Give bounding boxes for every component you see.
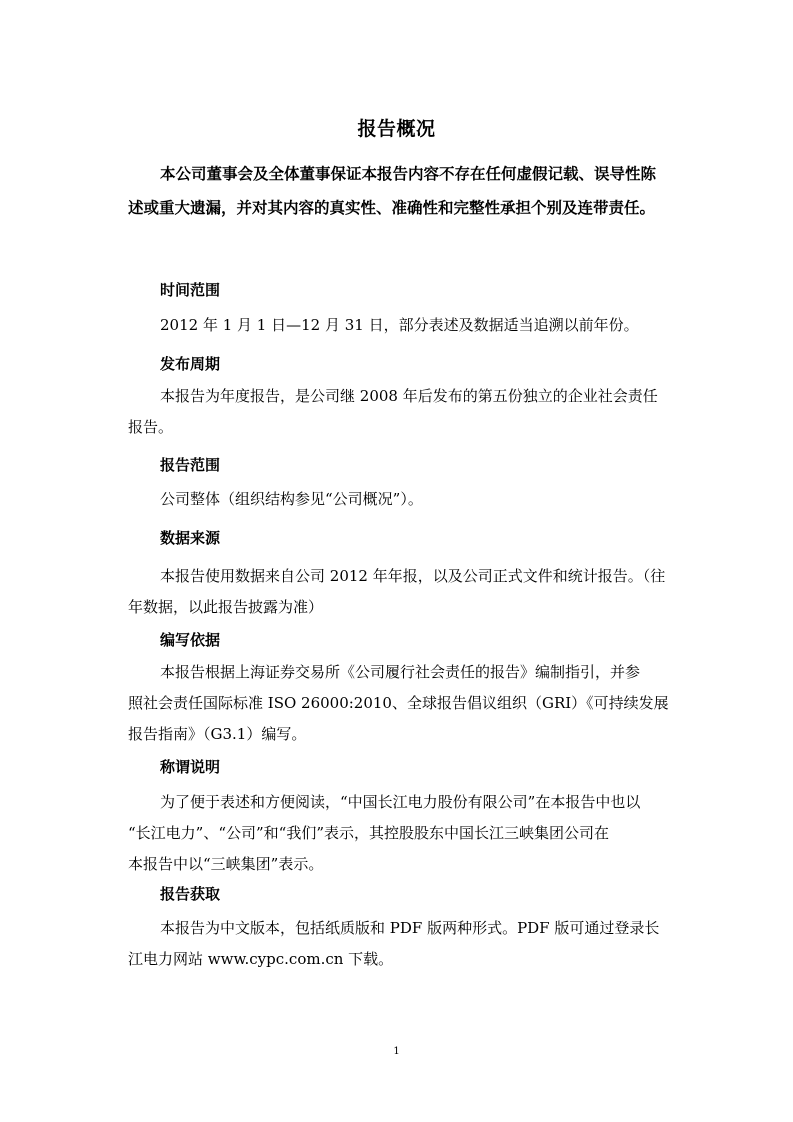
body-line: 为了便于表述和方便阅读，“中国长江电力股份有限公司”在本报告中也以 bbox=[160, 793, 641, 811]
section-heading-terminology: 称谓说明 bbox=[160, 758, 221, 776]
section-body-data-source bbox=[128, 561, 676, 623]
page-title: 报告概况 bbox=[357, 118, 436, 140]
section-heading-release-cycle: 发布周期 bbox=[160, 355, 221, 373]
body-line: 2012 年 1 月 1 日—12 月 31 日，部分表述及数据适当追溯以前年份。 bbox=[160, 316, 639, 334]
body-line: 本报告为年度报告，是公司继 2008 年后发布的第五份独立的企业社会责任 bbox=[160, 387, 658, 405]
section-heading-data-source: 数据来源 bbox=[160, 529, 221, 547]
section-body-compilation-basis bbox=[128, 657, 676, 750]
section-body-release-cycle bbox=[128, 381, 676, 443]
body-line: 报告指南》（G3.1）编写。 bbox=[128, 725, 307, 743]
body-line: 江电力网站 www.cypc.com.cn 下载。 bbox=[128, 950, 394, 968]
section-heading-report-scope: 报告范围 bbox=[160, 456, 221, 474]
body-line: 本报告根据上海证券交易所《公司履行社会责任的报告》编制指引，并参 bbox=[160, 663, 641, 681]
body-line: 报告。 bbox=[128, 418, 174, 436]
body-line: 本报告中以“三峡集团”表示。 bbox=[128, 855, 324, 873]
section-body-report-access bbox=[128, 913, 676, 975]
section-heading-compilation-basis: 编写依据 bbox=[160, 631, 221, 649]
page-number: 1 bbox=[393, 1046, 400, 1057]
body-line: 本报告为中文版本，包括纸质版和 PDF 版两种形式。PDF 版可通过登录长 bbox=[160, 919, 660, 937]
statement-line: 本公司董事会及全体董事保证本报告内容不存在任何虚假记载、误导性陈 bbox=[160, 165, 657, 183]
section-body-time-range bbox=[128, 310, 676, 341]
body-line: 本报告使用数据来自公司 2012 年年报，以及公司正式文件和统计报告。（往 bbox=[160, 567, 666, 585]
body-line: 年数据，以此报告披露为准） bbox=[128, 598, 324, 616]
body-line: 照社会责任国际标准 ISO 26000:2010、全球报告倡议组织（GRI）《可持续发展 bbox=[128, 694, 669, 712]
section-body-report-scope bbox=[128, 484, 676, 515]
section-heading-report-access: 报告获取 bbox=[160, 885, 221, 903]
body-line: “长江电力”、“公司”和“我们”表示，其控股股东中国长江三峡集团公司在 bbox=[128, 824, 610, 842]
board-statement bbox=[128, 157, 676, 225]
statement-line: 述或重大遗漏，并对其内容的真实性、准确性和完整性承担个别及连带责任。 bbox=[128, 199, 656, 217]
section-heading-time-range: 时间范围 bbox=[160, 281, 221, 299]
section-body-terminology bbox=[128, 787, 676, 880]
body-line: 公司整体（组织结构参见“公司概况”）。 bbox=[160, 490, 423, 508]
